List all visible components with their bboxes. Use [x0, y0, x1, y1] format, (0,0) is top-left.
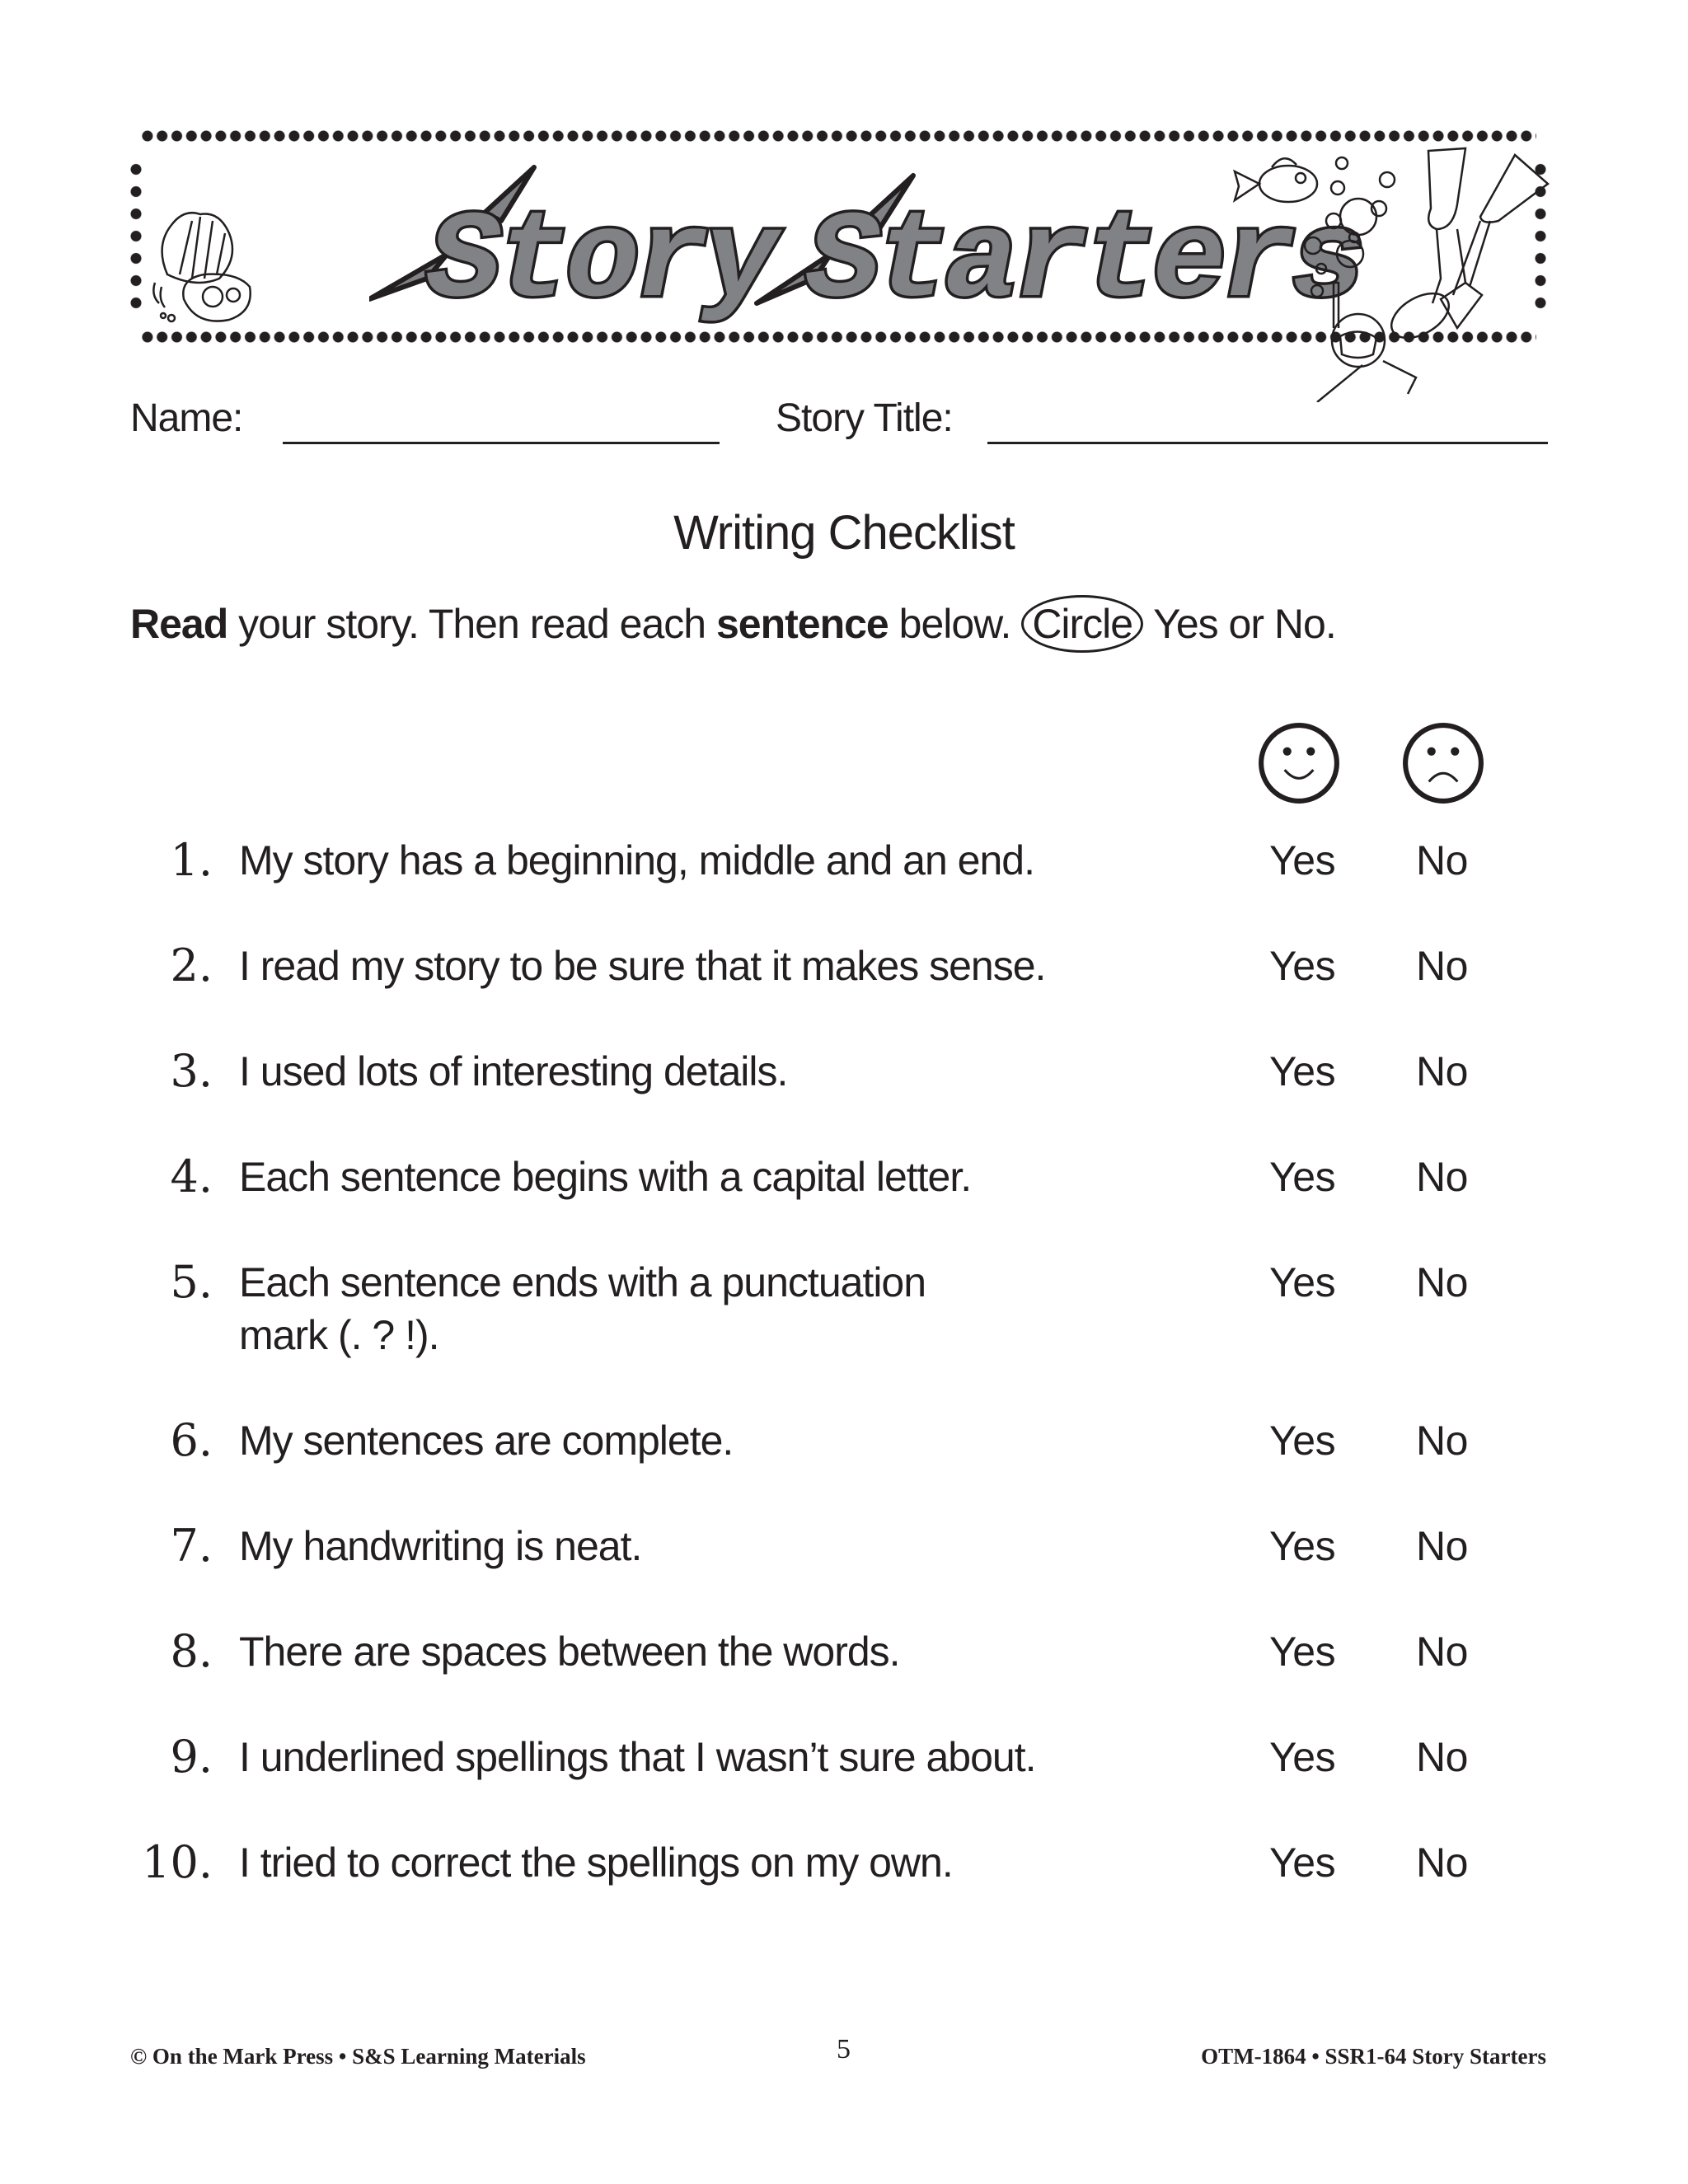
scuba-diver-icon [1218, 138, 1564, 402]
item-number: 2. [170, 940, 213, 991]
circled-word: Circle [1021, 595, 1143, 653]
footer-copyright: © On the Mark Press • S&S Learning Materials [130, 2044, 586, 2069]
item-text: My sentences are complete. [239, 1418, 734, 1464]
item-number: 9. [170, 1731, 213, 1783]
yes-option[interactable]: Yes [1269, 1418, 1336, 1464]
name-field[interactable] [283, 442, 720, 444]
footer-product-code: OTM-1864 • SSR1-64 Story Starters [1201, 2044, 1546, 2069]
story-title-label: Story Title: [776, 396, 953, 440]
no-option[interactable]: No [1416, 1418, 1468, 1464]
item-text: I underlined spellings that I wasn’t sure about. [239, 1734, 1036, 1780]
title-banner [130, 130, 1546, 343]
instructions-text: your story. Then read each [227, 601, 716, 647]
yes-option[interactable]: Yes [1269, 943, 1336, 989]
no-option[interactable]: No [1416, 1629, 1468, 1675]
instructions [130, 595, 1336, 653]
dotted-border-left [130, 158, 142, 315]
item-number: 5. [170, 1256, 213, 1308]
item-number: 8. [170, 1625, 213, 1677]
instructions-sentence: sentence [715, 601, 889, 647]
yes-option[interactable]: Yes [1269, 1259, 1336, 1305]
svg-text:Story: Story [427, 193, 774, 328]
yes-option[interactable]: Yes [1269, 1523, 1336, 1569]
item-text: There are spaces between the words. [239, 1629, 900, 1675]
item-number: 4. [170, 1151, 213, 1202]
item-number: 6. [170, 1414, 213, 1466]
smiley-face-icon [1257, 721, 1341, 805]
item-number: 7. [170, 1520, 213, 1572]
student-info-fields [130, 394, 1548, 452]
no-option[interactable]: No [1416, 1154, 1468, 1200]
sad-face-icon [1401, 721, 1485, 805]
no-option[interactable]: No [1416, 943, 1468, 989]
yes-option[interactable]: Yes [1269, 1629, 1336, 1675]
item-text: My story has a beginning, middle and an end. [239, 837, 1034, 883]
item-number: 3. [170, 1045, 213, 1097]
name-label: Name: [130, 396, 243, 440]
page-title: Writing Checklist [673, 506, 1015, 560]
instructions-text: Yes or No. [1143, 601, 1336, 647]
fish-icon [1235, 158, 1317, 202]
item-text: I read my story to be sure that it makes sense. [239, 943, 1046, 989]
no-option[interactable]: No [1416, 1259, 1468, 1305]
item-text: I tried to correct the spellings on my own. [239, 1840, 953, 1886]
story-title-field[interactable] [987, 442, 1548, 444]
item-text: Each sentence ends with a punctuation [239, 1259, 926, 1305]
item-text: My handwriting is neat. [239, 1523, 642, 1569]
yes-option[interactable]: Yes [1269, 1840, 1336, 1886]
item-text: Each sentence begins with a capital letter. [239, 1154, 972, 1200]
no-option[interactable]: No [1416, 1048, 1468, 1094]
item-text-line2: mark (. ? !). [239, 1312, 439, 1358]
page-number: 5 [837, 2034, 851, 2064]
item-number: 10. [142, 1836, 213, 1888]
bubbles-icon [1305, 157, 1395, 297]
instructions-read: Read [130, 601, 228, 647]
yes-option[interactable]: Yes [1269, 1048, 1336, 1094]
seashell-icon [147, 196, 262, 328]
no-option[interactable]: No [1416, 837, 1468, 883]
item-text: I used lots of interesting details. [239, 1048, 788, 1094]
yes-option[interactable]: Yes [1269, 1734, 1336, 1780]
yes-option[interactable]: Yes [1269, 1154, 1336, 1200]
svg-text:Starters: Starters [806, 193, 1361, 328]
yes-option[interactable]: Yes [1269, 837, 1336, 883]
no-option[interactable]: No [1416, 1840, 1468, 1886]
instructions-text: below. [888, 601, 1022, 647]
no-option[interactable]: No [1416, 1734, 1468, 1780]
no-option[interactable]: No [1416, 1523, 1468, 1569]
item-number: 1. [170, 834, 213, 886]
